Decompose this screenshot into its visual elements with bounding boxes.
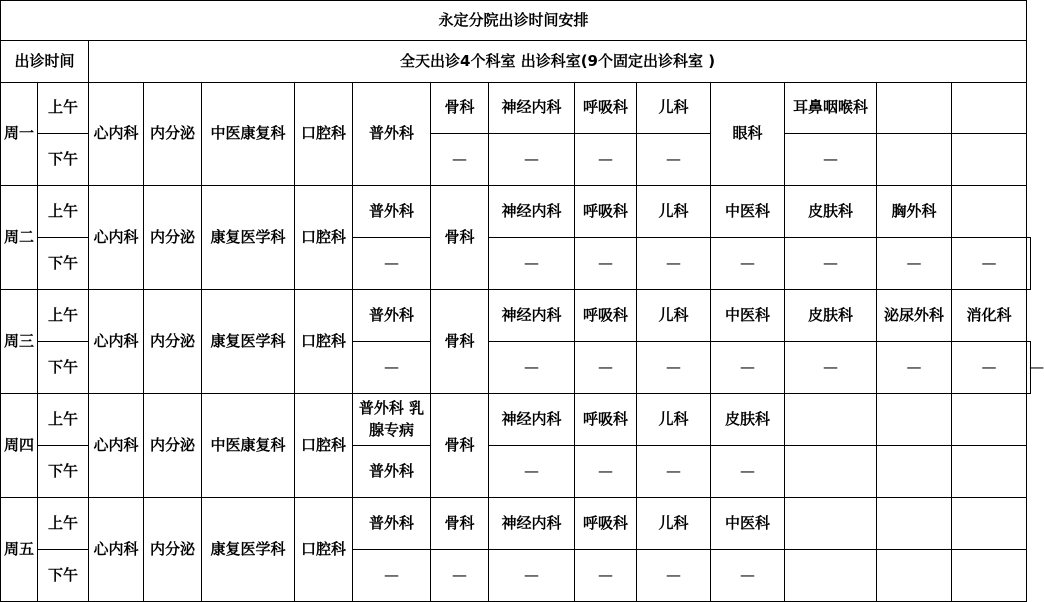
time-header: 出诊时间 [1,41,89,83]
no-clinic-cell: — [877,238,952,290]
no-clinic-cell: — [353,342,431,394]
department-cell: 口腔科 [295,498,353,602]
blank-cell [952,550,1027,602]
no-clinic-cell: — [353,238,431,290]
blank-cell [877,446,952,498]
department-cell: 儿科 [637,498,711,550]
blank-cell [785,446,877,498]
blank-cell [785,394,877,446]
no-clinic-cell: — [637,134,711,186]
department-cell: 口腔科 [295,186,353,290]
day-label: 周五 [1,498,38,602]
department-cell: 普外科 [353,186,431,238]
department-cell: 内分泌 [144,394,202,498]
period-pm-label: 下午 [38,134,89,186]
department-cell: 内分泌 [144,83,202,186]
department-cell: 呼吸科 [575,498,637,550]
period-am-label: 上午 [38,83,89,134]
blank-cell [1027,238,1031,290]
department-cell: 儿科 [637,290,711,342]
department-cell: 神经内科 [489,290,575,342]
no-clinic-cell: — [489,238,575,290]
department-cell: 康复医学科 [202,498,295,602]
no-clinic-cell: — [637,550,711,602]
blank-cell [877,550,952,602]
department-cell: 呼吸科 [575,186,637,238]
blank-cell [952,83,1027,134]
no-clinic-cell: — [785,134,877,186]
department-cell: 普外科 [353,290,431,342]
no-clinic-cell: — [711,550,785,602]
blank-cell [952,394,1027,446]
blank-cell [877,394,952,446]
no-clinic-cell: — [575,342,637,394]
department-cell: 骨科 [431,394,489,498]
blank-cell [785,498,877,550]
no-clinic-cell: — [637,342,711,394]
period-am-label: 上午 [38,290,89,342]
department-cell: 内分泌 [144,290,202,394]
blank-cell [952,134,1027,186]
department-cell: 心内科 [89,83,144,186]
department-cell: 心内科 [89,394,144,498]
department-cell: 口腔科 [295,394,353,498]
period-pm-label: 下午 [38,238,89,290]
department-cell: 皮肤科 [785,186,877,238]
header-row [1,41,1031,83]
no-clinic-cell: — [637,446,711,498]
no-clinic-cell: — [877,342,952,394]
department-cell: 中医科 [711,186,785,238]
department-cell: 神经内科 [489,498,575,550]
department-cell: 神经内科 [489,83,575,134]
no-clinic-cell: — [353,550,431,602]
no-clinic-cell: — [575,238,637,290]
department-cell: 普外科 [353,83,431,186]
department-cell: 眼科 [711,83,785,186]
department-cell: 心内科 [89,186,144,290]
department-cell: 康复医学科 [202,186,295,290]
schedule-row-am [1,290,1031,342]
no-clinic-cell: — [575,550,637,602]
schedule-row-am [1,498,1031,550]
department-cell: 中医康复科 [202,83,295,186]
no-clinic-cell: — [489,446,575,498]
department-cell: 泌尿外科 [877,290,952,342]
department-cell: 皮肤科 [785,290,877,342]
department-cell: 口腔科 [295,290,353,394]
day-label: 周三 [1,290,38,394]
department-cell: 中医科 [711,498,785,550]
department-cell: 骨科 [431,83,489,134]
department-cell: 儿科 [637,394,711,446]
no-clinic-cell: — [711,342,785,394]
no-clinic-cell: — [431,550,489,602]
period-pm-label: 下午 [38,550,89,602]
department-cell: 内分泌 [144,186,202,290]
no-clinic-cell: — [489,134,575,186]
period-am-label: 上午 [38,394,89,446]
blank-cell [877,498,952,550]
department-cell: 内分泌 [144,498,202,602]
blank-cell [952,186,1027,238]
no-clinic-cell: — [489,342,575,394]
department-cell: 呼吸科 [575,83,637,134]
department-cell: 中医科 [711,290,785,342]
no-clinic-cell: — [575,134,637,186]
department-cell: 耳鼻咽喉科 [785,83,877,134]
page-title: 永定分院出诊时间安排 [1,1,1027,41]
day-label: 周四 [1,394,38,498]
period-am-label: 上午 [38,498,89,550]
blank-cell [952,498,1027,550]
no-clinic-cell: — [1027,342,1031,394]
department-cell: 口腔科 [295,83,353,186]
department-cell: 普外科 [353,498,431,550]
no-clinic-cell: — [489,550,575,602]
department-cell: 骨科 [431,186,489,290]
department-cell: 骨科 [431,498,489,550]
department-cell: 神经内科 [489,186,575,238]
department-cell: 胸外科 [877,186,952,238]
no-clinic-cell: — [952,238,1027,290]
period-am-label: 上午 [38,186,89,238]
department-cell: 儿科 [637,83,711,134]
department-cell: 儿科 [637,186,711,238]
blank-cell [952,446,1027,498]
department-cell: 康复医学科 [202,290,295,394]
blank-cell [877,83,952,134]
department-summary-header: 全天出诊4个科室 出诊科室(9个固定出诊科室 ) [89,41,1027,83]
no-clinic-cell: — [711,238,785,290]
schedule-row-am [1,394,1031,446]
department-cell: 心内科 [89,498,144,602]
period-pm-label: 下午 [38,342,89,394]
department-cell: 呼吸科 [575,394,637,446]
department-cell: 中医康复科 [202,394,295,498]
department-cell: 皮肤科 [711,394,785,446]
no-clinic-cell: — [785,342,877,394]
department-cell: 呼吸科 [575,290,637,342]
no-clinic-cell: — [637,238,711,290]
blank-cell [877,134,952,186]
title-row [1,1,1031,41]
period-pm-label: 下午 [38,446,89,498]
department-cell: 心内科 [89,290,144,394]
no-clinic-cell: — [952,342,1027,394]
no-clinic-cell: — [431,134,489,186]
department-cell: 神经内科 [489,394,575,446]
department-cell: 骨科 [431,290,489,394]
no-clinic-cell: — [785,238,877,290]
no-clinic-cell: — [711,446,785,498]
department-cell: 普外科 乳腺专病 [353,394,431,446]
schedule-row-am [1,83,1031,134]
blank-cell [785,550,877,602]
day-label: 周一 [1,83,38,186]
schedule-row-am [1,186,1031,238]
day-label: 周二 [1,186,38,290]
department-cell: 消化科 [952,290,1027,342]
no-clinic-cell: — [575,446,637,498]
department-cell: 普外科 [353,446,431,498]
